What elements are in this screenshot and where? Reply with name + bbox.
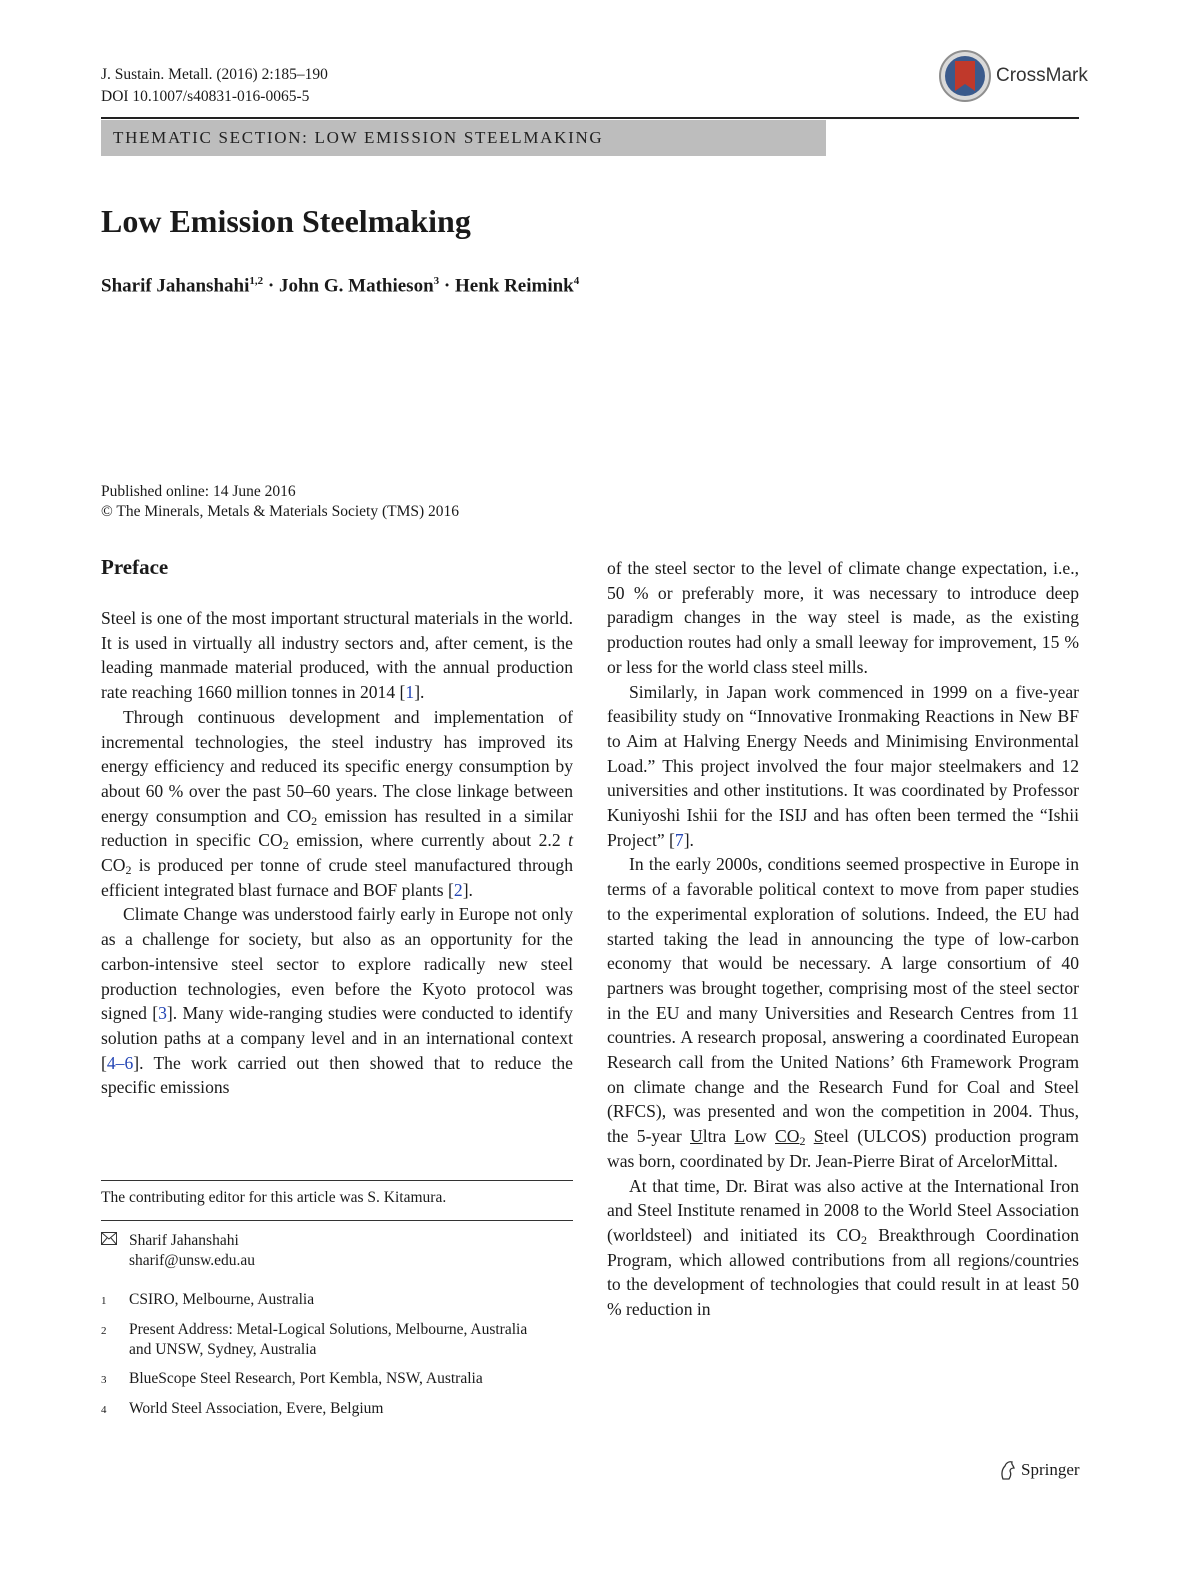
text-run: Climate Change was understood fairly early in Europe not only as a challenge for society, but also as an opportunity for the carbon-intensive steel sector to explore radically new steel production technologies, even before the Kyoto protocol was signed [ — [101, 904, 573, 1024]
journal-volume-pages: J. Sustain. Metall. (2016) 2:185–190 — [101, 66, 328, 83]
doi[interactable]: DOI 10.1007/s40831-016-0065-5 — [101, 88, 310, 105]
paragraph — [607, 680, 1079, 853]
text-run: ow — [745, 1126, 775, 1147]
affiliation — [101, 1399, 549, 1420]
text-run: ]. The work carried out then showed that to reduce the specific emissions — [101, 1052, 573, 1098]
paragraph — [101, 705, 573, 903]
underlined-letter: S — [813, 1126, 824, 1147]
subscript: 2 — [799, 1134, 806, 1149]
author-affiliation-mark: 4 — [573, 275, 580, 287]
affiliation-text: CSIRO, Melbourne, Australia — [129, 1291, 315, 1308]
publisher-name: Springer — [1021, 1460, 1080, 1479]
affiliation-mark: 4 — [101, 1404, 107, 1416]
paragraph — [607, 1174, 1079, 1322]
italic-unit: t — [568, 830, 573, 851]
author-separator: · — [439, 275, 455, 297]
underlined-letter — [775, 1126, 806, 1149]
section-banner — [101, 120, 826, 156]
text-run: In the early 2000s, conditions seemed prospective in Europe in terms of a favorable political context to move from paper studies to the experimental exploration of solutions. Indeed, the EU had started taking the lead in announcing the type of low-carbon economy that would be necessary. A large consortium of 40 partners was brought together, comprising most of the steel sector in the EU and many Universities and Research Centres from 11 countries. A research proposal, answering a coordinated European Research call from the United Nations’ 6th Framework Program on climate change and the Research Fund for Coal and Steel (RFCS), was presented and won the competition in 2004. Thus, the 5-year — [607, 854, 1079, 1147]
springer-horse-icon — [999, 1460, 1017, 1480]
text-run: Similarly, in Japan work commenced in 1999 on a five-year feasibility study on “Innovative Ironmaking Reactions in New BF to Aim at Halving Energy Needs and Minimising Environmental Load.” This project involved the four major steelmakers and 12 universities and other institutions. It was coordinated by Professor Kuniyoshi Ishii for the ISIJ and has often been termed the “Ishii Project” [ — [607, 681, 1079, 850]
crossmark-icon — [938, 49, 992, 103]
text-run: teel (ULCOS) production program was born, coordinated by Dr. Jean-Pierre Birat of ArcelorMittal. — [607, 1126, 1079, 1171]
text-run — [805, 1126, 813, 1146]
citation-link[interactable]: 2 — [453, 879, 463, 900]
text-run: Breakthrough Coordination Program, which allowed contributions from all regions/countries to the development of technologies that could result in at least 50 % reduction in — [607, 1224, 1079, 1320]
text-run: CO — [101, 855, 126, 876]
paragraph — [607, 852, 1079, 1173]
text-run: ]. — [683, 829, 694, 850]
paragraph — [101, 606, 573, 705]
text-run: CO — [775, 1126, 800, 1147]
author-name: John G. Mathieson — [278, 275, 434, 297]
text-run: Steel is one of the most important structural materials in the world. It is used in virtually all industry sectors and, after cement, is the leading manmade material produced, with the annual production rate reaching 1660 million tonnes in 2014 [ — [101, 608, 573, 703]
published-date: Published online: 14 June 2016 — [101, 483, 296, 500]
author-separator: · — [263, 275, 279, 297]
underlined-letter: L — [734, 1126, 746, 1147]
envelope-icon — [101, 1231, 129, 1271]
subscript: 2 — [125, 863, 132, 878]
author-list — [101, 275, 579, 297]
affiliation — [101, 1369, 549, 1390]
contact-name: Sharif Jahanshahi — [129, 1232, 239, 1249]
affiliation — [101, 1320, 549, 1360]
body-column-left — [101, 606, 573, 1100]
author-affiliation-mark: 3 — [433, 275, 440, 287]
header-rule — [101, 117, 1079, 119]
affiliation-text: World Steel Association, Evere, Belgium — [129, 1400, 384, 1417]
text-run: emission has resulted in a similar reduction in specific CO — [101, 805, 573, 851]
affiliation-mark: 2 — [101, 1325, 107, 1337]
editor-note: The contributing editor for this article was S. Kitamura. — [101, 1189, 447, 1206]
text-run: Through continuous development and implementation of incremental technologies, the steel industry has improved its energy efficiency and reduced its specific energy consumption by about 60 % over the past 50–60 years. The close linkage between energy consumption and CO — [101, 706, 573, 826]
copyright-line: © The Minerals, Metals & Materials Society (TMS) 2016 — [101, 503, 460, 520]
text-run: ]. — [414, 682, 425, 703]
citation-link[interactable]: 3 — [158, 1003, 167, 1024]
footnote-rule — [101, 1180, 573, 1181]
crossmark-badge[interactable] — [938, 47, 1088, 105]
citation-link[interactable]: 4–6 — [106, 1052, 134, 1073]
text-run: ltra — [702, 1126, 735, 1147]
subscript: 2 — [860, 1232, 867, 1247]
footnote-rule — [101, 1220, 573, 1221]
underlined-letter: U — [690, 1126, 703, 1147]
text-run: emission, where currently about 2.2 — [288, 830, 569, 851]
paragraph: of the steel sector to the level of climate change expectation, i.e., 50 % or preferably more, it was necessary to introduce deep paradigm changes in the way steel is made, as the existing production routes had only a small leeway for improvement, 15 % or less for the world class steel mills. — [607, 558, 1079, 677]
body-column-right — [607, 556, 1079, 1322]
publication-info — [101, 482, 459, 522]
paragraph — [101, 902, 573, 1100]
journal-citation — [101, 64, 328, 108]
text-run: At that time, Dr. Birat was also active at the International Iron and Steel Institute renamed in 2008 to the World Steel Association (worldsteel) and initiated its CO — [607, 1175, 1079, 1245]
section-label: THEMATIC SECTION: LOW EMISSION STEELMAKING — [113, 128, 604, 147]
affiliation-mark: 1 — [101, 1295, 107, 1307]
affiliation-mark: 3 — [101, 1374, 107, 1386]
crossmark-label: CrossMark — [996, 65, 1088, 86]
contact-email[interactable]: sharif@unsw.edu.au — [129, 1252, 256, 1269]
affiliation — [101, 1290, 549, 1311]
author-name: Sharif Jahanshahi — [101, 275, 250, 297]
citation-link[interactable]: 7 — [674, 829, 684, 850]
subscript: 2 — [311, 813, 318, 828]
affiliation-text: BlueScope Steel Research, Port Kembla, NSW, Australia — [129, 1370, 483, 1387]
author-affiliation-mark: 1,2 — [249, 275, 264, 287]
subscript: 2 — [282, 838, 289, 853]
corresponding-author — [101, 1231, 549, 1271]
text-run: ]. — [462, 879, 473, 900]
article-title: Low Emission Steelmaking — [101, 203, 471, 239]
section-heading: Preface — [101, 555, 169, 579]
publisher-logo — [999, 1460, 1080, 1480]
text-run: ]. Many wide-ranging studies were conducted to identify solution paths at a company level and in an international context [ — [101, 1003, 573, 1073]
affiliation-text: Present Address: Metal-Logical Solutions, Melbourne, Australia and UNSW, Sydney, Australia — [129, 1321, 528, 1358]
author-name: Henk Reimink — [454, 275, 574, 297]
text-run: is produced per tonne of crude steel manufactured through efficient integrated blast furnace and BOF plants [ — [101, 855, 573, 900]
citation-link[interactable]: 1 — [405, 682, 415, 703]
